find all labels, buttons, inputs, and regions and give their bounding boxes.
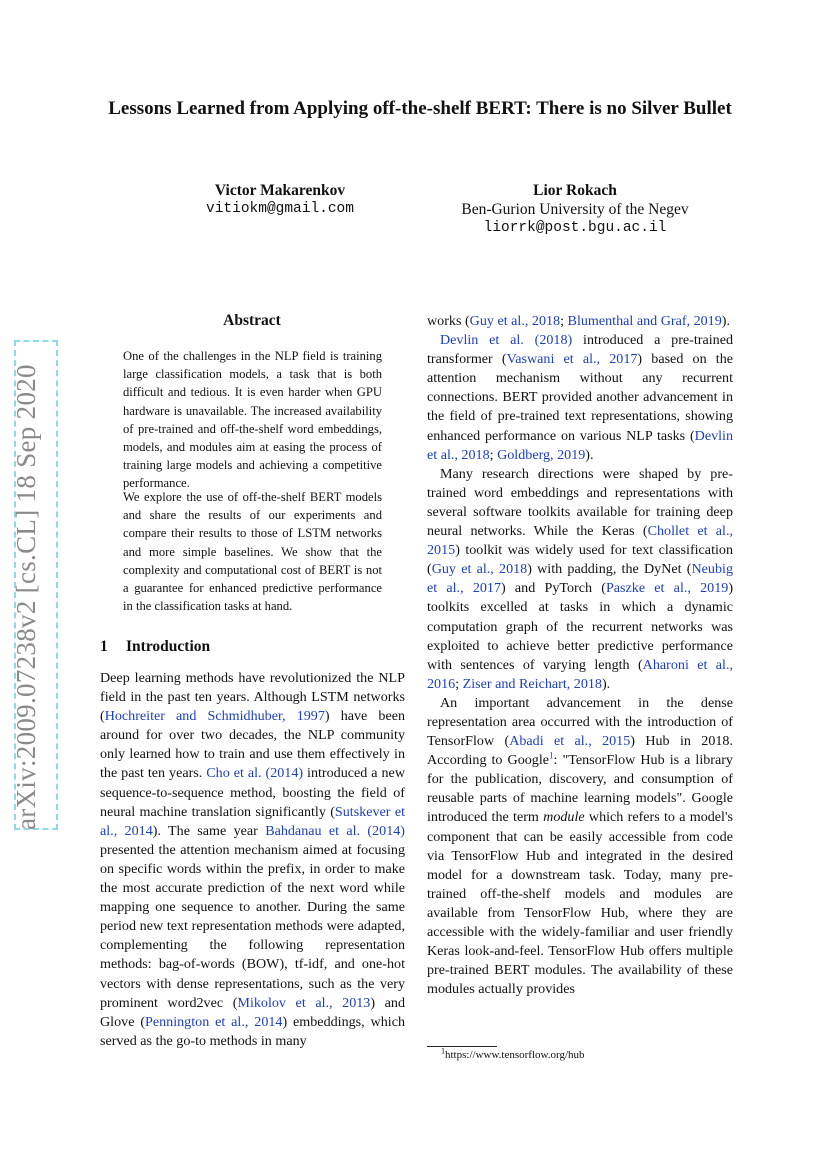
section-heading bbox=[100, 638, 210, 656]
author-email[interactable]: vitiokm@gmail.com bbox=[206, 201, 354, 217]
author-name: Victor Makarenkov bbox=[214, 182, 346, 199]
citation-link[interactable]: Neubig et al., 2017 bbox=[427, 561, 733, 597]
citation-link[interactable]: Blumenthal and Graf, 2019 bbox=[567, 313, 722, 329]
body-paragraph: Many research directions were shaped by pre-trained word embeddings and representations with several software toolkits available for training deep neural networks. While the Keras (Chollet et al., 2015) toolkit was widely used for text classification (Guy et al., 2018) with padding, the DyNet (Neubig et al., 2017) and PyTorch (Paszke et al., 2019) toolkits excelled at tasks in which a dynamic computation graph of the recurrent networks was exploited to achieve better predictive performance with sentences of varying length (Aharoni et al., 2016; Ziser and Reichart, 2018). bbox=[427, 465, 734, 692]
paper-title: Lessons Learned from Applying off-the-shelf BERT: There is no Silver Bullet bbox=[108, 98, 732, 119]
citation-link[interactable]: Devlin et al. (2018) bbox=[440, 332, 573, 349]
citation-link[interactable]: Devlin et al., 2018 bbox=[427, 427, 733, 463]
citation-link[interactable]: Aharoni et al., 2016 bbox=[427, 656, 734, 692]
author-block-2 bbox=[420, 181, 730, 238]
abstract-paragraph: We explore the use of off-the-shelf BERT models and share the results of our experiments and compare their results to those of LSTM networks and more simple baselines. We show that the complexity and computational cost of BERT is not a guarantee for enhanced predictive performance in the classification tasks at hand. bbox=[123, 490, 382, 614]
citation-link[interactable]: Sutskever et al., 2014 bbox=[100, 803, 406, 839]
footnote-divider bbox=[427, 1046, 497, 1047]
footnote-url[interactable]: https://www.tensorflow.org/hub bbox=[445, 1049, 585, 1061]
citation-link[interactable]: Ziser and Reichart, 2018 bbox=[462, 675, 602, 692]
abstract-paragraph: One of the challenges in the NLP field is training large classification models, a task that is both difficult and tedious. It is even harder when GPU hardware is unavailable. The increased availability of pre-trained and off-the-shelf word embeddings, models, and modules aim at easing the process of training large models and achieving a competitive performance. bbox=[123, 349, 382, 491]
author-name: Lior Rokach bbox=[533, 182, 617, 199]
body-paragraph: Devlin et al. (2018) introduced a pre-trained transformer (Vaswani et al., 2017) based on the attention mechanism without any recurrent connections. BERT provided another advancement in the field of pre-trained text representations, showing enhanced performance on various NLP tasks (Devlin et al., 2018; Goldberg, 2019). bbox=[427, 332, 734, 463]
emphasized-term: module bbox=[543, 809, 585, 826]
section-title: Introduction bbox=[126, 638, 211, 655]
arxiv-stamp[interactable]: arXiv:2009.07238v2 [cs.CL] 18 Sep 2020 bbox=[11, 364, 41, 830]
body-paragraph: An important advancement in the dense representation area occurred with the introduction of TensorFlow (Abadi et al., 2015) Hub in 2018. According to Google$^1$: "TensorFlow Hub is a library for the publication, discovery, and consumption of reusable parts of machine learning models". Google introduced the term module which refers to a model's component that can be easily accessible from code via TensorFlow Hub and integrated in the desired model for a downstream task. Today, many pre-trained off-the-shelf models and modules are available from TensorFlow Hub, where they are accessible with the widely-familiar and user friendly Keras look-and-feel. TensorFlow Hub offers multiple pre-trained BERT modules. The availability of these modules actually provides bbox=[427, 694, 733, 998]
citation-link[interactable]: Guy et al., 2018 bbox=[431, 561, 528, 578]
citation-link[interactable]: Guy et al., 2018 bbox=[469, 313, 561, 329]
footnote bbox=[441, 1046, 585, 1061]
body-paragraph: Deep learning methods have revolutionized the NLP field in the past ten years. Although LSTM networks (Hochreiter and Schmidhuber, 1997) have been around for over two decades, the NLP community only learned how to train and use them effectively in the past ten years. Cho et al. (2014) introduced a new sequence-to-sequence method, boosting the field of neural machine translation significantly (Sutskever et al., 2014). The same year Bahdanau et al. (2014) presented the attention mechanism aimed at focusing on specific words within the prefix, in order to make the most accurate prediction of the next word while mapping one sequence to another. During the same period new text representation methods were adapted, complementing the following representation methods: bag-of-words (BOW), tf-idf, and one-hot vectors with dense representations, such as the very prominent word2vec (Mikolov et al., 2013) and Glove (Pennington et al., 2014) embeddings, which served as the go-to methods in many bbox=[100, 670, 406, 1049]
right-column bbox=[427, 312, 733, 999]
author-email[interactable]: liorrk@post.bgu.ac.il bbox=[483, 220, 667, 236]
citation-link[interactable]: Abadi et al., 2015 bbox=[509, 733, 631, 750]
citation-link[interactable]: Chollet et al., 2015 bbox=[427, 523, 733, 559]
abstract-heading: Abstract bbox=[223, 312, 281, 329]
citation-link[interactable]: Paszke et al., 2019 bbox=[605, 580, 729, 597]
footnote-number: 1 bbox=[441, 1046, 445, 1056]
left-column bbox=[100, 669, 405, 1051]
citation-link[interactable]: Mikolov et al., 2013 bbox=[237, 994, 371, 1011]
citation-link[interactable]: Vaswani et al., 2017 bbox=[506, 351, 638, 368]
author-block-1 bbox=[180, 181, 380, 219]
citation-link[interactable]: Cho et al. (2014) bbox=[206, 765, 304, 782]
citation-link[interactable]: Hochreiter and Schmidhuber, 1997 bbox=[104, 708, 325, 725]
citation-link[interactable]: Pennington et al., 2014 bbox=[145, 1013, 283, 1030]
body-paragraph: works (Guy et al., 2018; Blumenthal and Graf, 2019). bbox=[427, 313, 730, 329]
author-affiliation: Ben-Gurion University of the Negev bbox=[461, 201, 689, 218]
citation-link[interactable]: Bahdanau et al. (2014) bbox=[265, 822, 405, 839]
footnote-marker[interactable]: 1 bbox=[549, 750, 554, 761]
citation-link[interactable]: Goldberg, 2019 bbox=[497, 446, 586, 463]
section-number: 1 bbox=[100, 638, 108, 655]
